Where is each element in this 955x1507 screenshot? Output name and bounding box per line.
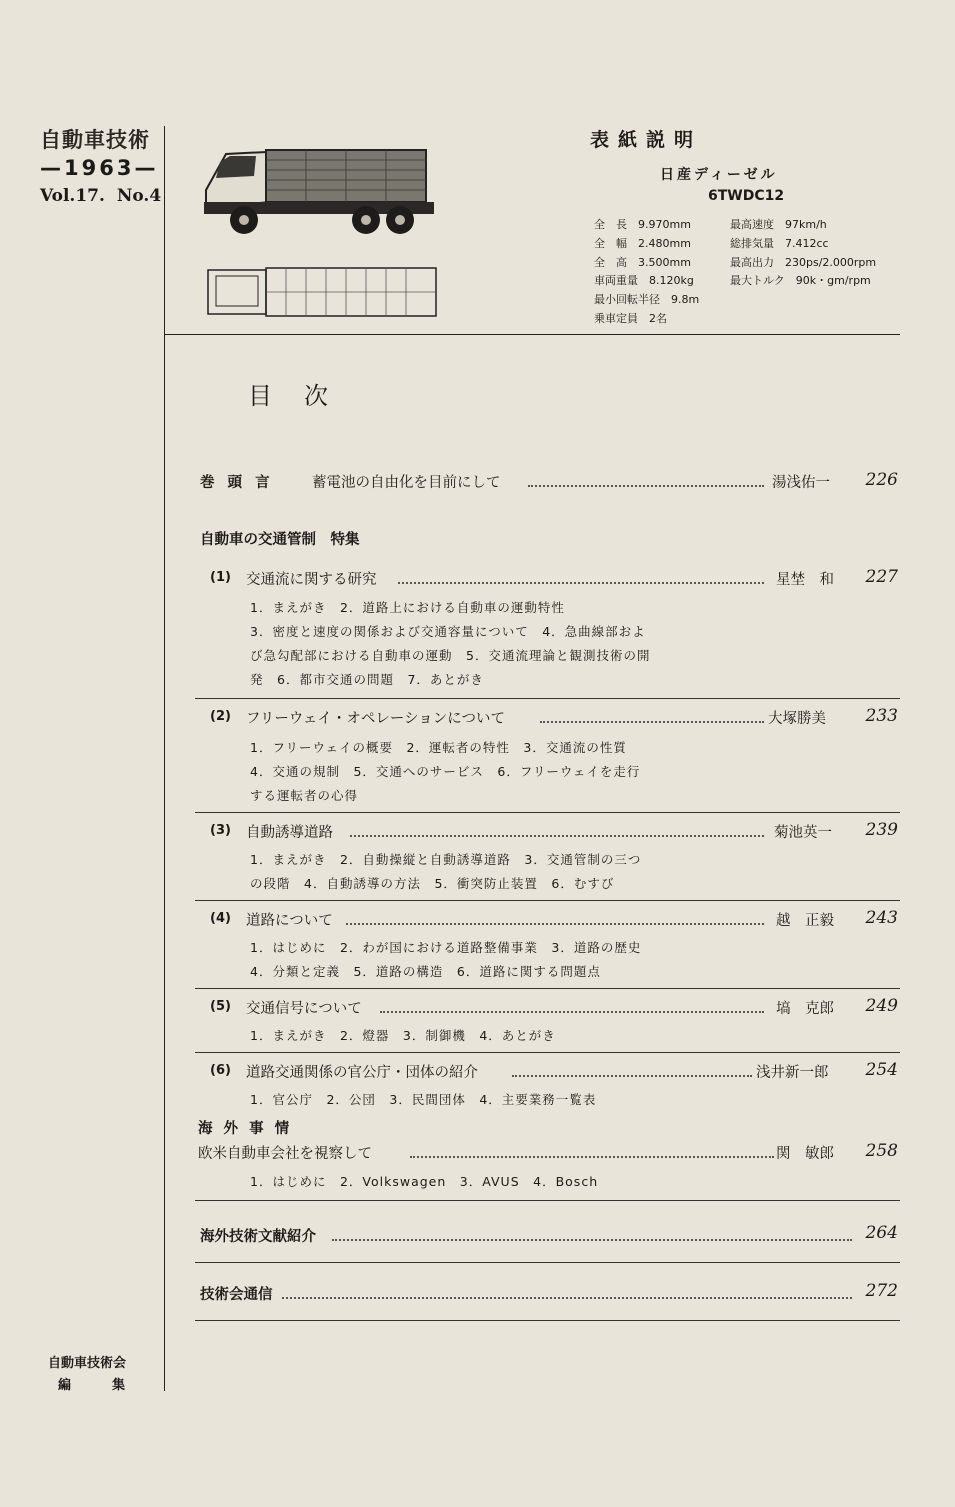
truck-side-illustration xyxy=(196,132,446,244)
article-subsections: 1．はじめに 2．わが国における道路整備事業 3．道路の歴史 xyxy=(250,940,642,955)
spec-weight: 車両重量 8.120kg xyxy=(594,274,694,287)
publisher-name: 自動車技術会 xyxy=(48,1356,127,1371)
cover-description-title: 表紙説明 xyxy=(590,129,703,151)
overseas-subsections: 1．はじめに 2．Volkswagen 3．AVUS 4．Bosch xyxy=(250,1174,599,1189)
overseas-article-page: 258 xyxy=(865,1141,898,1161)
article-author: 星埜 和 xyxy=(776,572,834,588)
overseas-section-title: 海 外 事 情 xyxy=(198,1121,293,1137)
header-rule xyxy=(164,334,900,335)
spec-capacity: 乗車定員 2名 xyxy=(594,312,667,325)
literature-title[interactable]: 海外技術文献紹介 xyxy=(200,1229,316,1245)
journal-masthead xyxy=(40,124,161,206)
article-subsections: び急勾配部における自動車の運動 5．交通流理論と観測技術の開 xyxy=(250,648,651,663)
leader-dots xyxy=(528,484,764,487)
article-title[interactable]: 自動誘導道路 xyxy=(246,825,333,841)
publisher-role: 編 集 xyxy=(58,1378,140,1393)
article-author: 大塚勝美 xyxy=(768,711,826,727)
article-subsections: 1．フリーウェイの概要 2．運転者の特性 3．交通流の性質 xyxy=(250,740,627,755)
spec-length: 全 長 9.970mm xyxy=(594,218,691,231)
foreword-label: 巻 頭 言 xyxy=(200,475,274,491)
spec-turning-radius: 最小回転半径 9.8m xyxy=(594,293,700,306)
article-title[interactable]: 道路交通関係の官公庁・団体の紹介 xyxy=(246,1065,478,1081)
section-divider xyxy=(195,988,900,989)
article-subsections: 1．まえがき 2．自動操縦と自動誘導道路 3．交通管制の三つ xyxy=(250,852,642,867)
truck-plan-drawing xyxy=(206,266,438,318)
overseas-article-author: 関 敏郎 xyxy=(776,1146,834,1162)
showthrough-text xyxy=(30,92,42,109)
article-page: 227 xyxy=(865,567,898,587)
article-author: 浅井新一郎 xyxy=(756,1065,829,1081)
section-divider xyxy=(195,1200,900,1201)
leader-dots xyxy=(282,1296,852,1299)
leader-dots xyxy=(398,581,764,584)
section-divider xyxy=(195,1262,900,1263)
spec-displacement: 総排気量 7.412cc xyxy=(730,237,829,250)
article-number: (5) xyxy=(210,999,231,1014)
article-number: (6) xyxy=(210,1063,231,1078)
issue-number: No.4 xyxy=(116,186,162,206)
article-number: (1) xyxy=(210,570,231,585)
overseas-article-title[interactable]: 欧米自動車会社を視察して xyxy=(198,1146,372,1162)
article-subsections: 発 6．都市交通の問題 7．あとがき xyxy=(250,672,484,687)
article-title[interactable]: 交通流に関する研究 xyxy=(246,572,377,588)
article-subsections: 4．交通の規制 5．交通へのサービス 6．フリーウェイを走行 xyxy=(250,764,641,779)
spec-height: 全 高 3.500mm xyxy=(594,256,691,269)
leader-dots xyxy=(540,720,764,723)
article-subsections: 1．官公庁 2．公団 3．民間団体 4．主要業務一覧表 xyxy=(250,1092,597,1107)
literature-page: 264 xyxy=(865,1223,898,1243)
toc-heading: 目次 xyxy=(248,382,360,410)
foreword-title[interactable]: 蓄電池の自由化を目前にして xyxy=(312,475,501,491)
spec-width: 全 幅 2.480mm xyxy=(594,237,691,250)
article-title[interactable]: 道路について xyxy=(246,913,333,929)
section-divider xyxy=(195,1052,900,1053)
article-subsections: 4．分類と定義 5．道路の構造 6．道路に関する問題点 xyxy=(250,964,601,979)
article-author: 越 正毅 xyxy=(776,913,834,929)
article-subsections: の段階 4．自動誘導の方法 5．衝突防止装置 6．むすび xyxy=(250,876,615,891)
leader-dots xyxy=(512,1074,752,1077)
foreword-page: 226 xyxy=(865,470,898,490)
journal-title: 自動車技術 xyxy=(40,128,150,152)
section-divider xyxy=(195,698,900,699)
leader-dots xyxy=(346,922,764,925)
leader-dots xyxy=(332,1238,852,1241)
article-subsections: 1．まえがき 2．燈器 3．制御機 4．あとがき xyxy=(250,1028,556,1043)
article-page: 239 xyxy=(865,820,898,840)
section-divider xyxy=(195,900,900,901)
news-title[interactable]: 技術会通信 xyxy=(200,1287,273,1303)
article-author: 菊池英一 xyxy=(774,825,832,841)
section-divider xyxy=(195,812,900,813)
leader-dots xyxy=(350,834,764,837)
vertical-rule xyxy=(164,126,165,1391)
article-subsections: 1．まえがき 2．道路上における自動車の運動特性 xyxy=(250,600,565,615)
leader-dots xyxy=(380,1010,764,1013)
article-page: 243 xyxy=(865,908,898,928)
article-page: 233 xyxy=(865,706,898,726)
special-feature-title: 自動車の交通管制 特集 xyxy=(200,532,360,548)
spec-max-speed: 最高速度 97km/h xyxy=(730,218,827,231)
spec-max-torque: 最大トルク 90k・gm/rpm xyxy=(730,274,871,287)
article-subsections: 3．密度と速度の関係および交通容量について 4．急曲線部およ xyxy=(250,624,646,639)
article-title[interactable]: 交通信号について xyxy=(246,1001,362,1017)
article-title[interactable]: フリーウェイ・オペレーションについて xyxy=(246,711,505,727)
article-number: (4) xyxy=(210,911,231,926)
article-number: (2) xyxy=(210,709,231,724)
leader-dots xyxy=(410,1155,774,1158)
news-page: 272 xyxy=(865,1281,898,1301)
spec-max-output: 最高出力 230ps/2.000rpm xyxy=(730,256,877,269)
journal-volume xyxy=(40,186,161,206)
journal-year: —1963— xyxy=(40,156,159,180)
article-subsections: する運転者の心得 xyxy=(250,788,359,803)
article-page: 249 xyxy=(865,996,898,1016)
article-page: 254 xyxy=(865,1060,898,1080)
section-divider xyxy=(195,1320,900,1321)
foreword-author: 湯浅佑一 xyxy=(772,475,830,491)
article-number: (3) xyxy=(210,823,231,838)
vehicle-name: 日産ディーゼル xyxy=(660,167,778,183)
volume-number: Vol.17. xyxy=(40,186,105,206)
vehicle-model: 6TWDC12 xyxy=(708,188,785,204)
article-author: 塙 克郎 xyxy=(776,1001,834,1017)
